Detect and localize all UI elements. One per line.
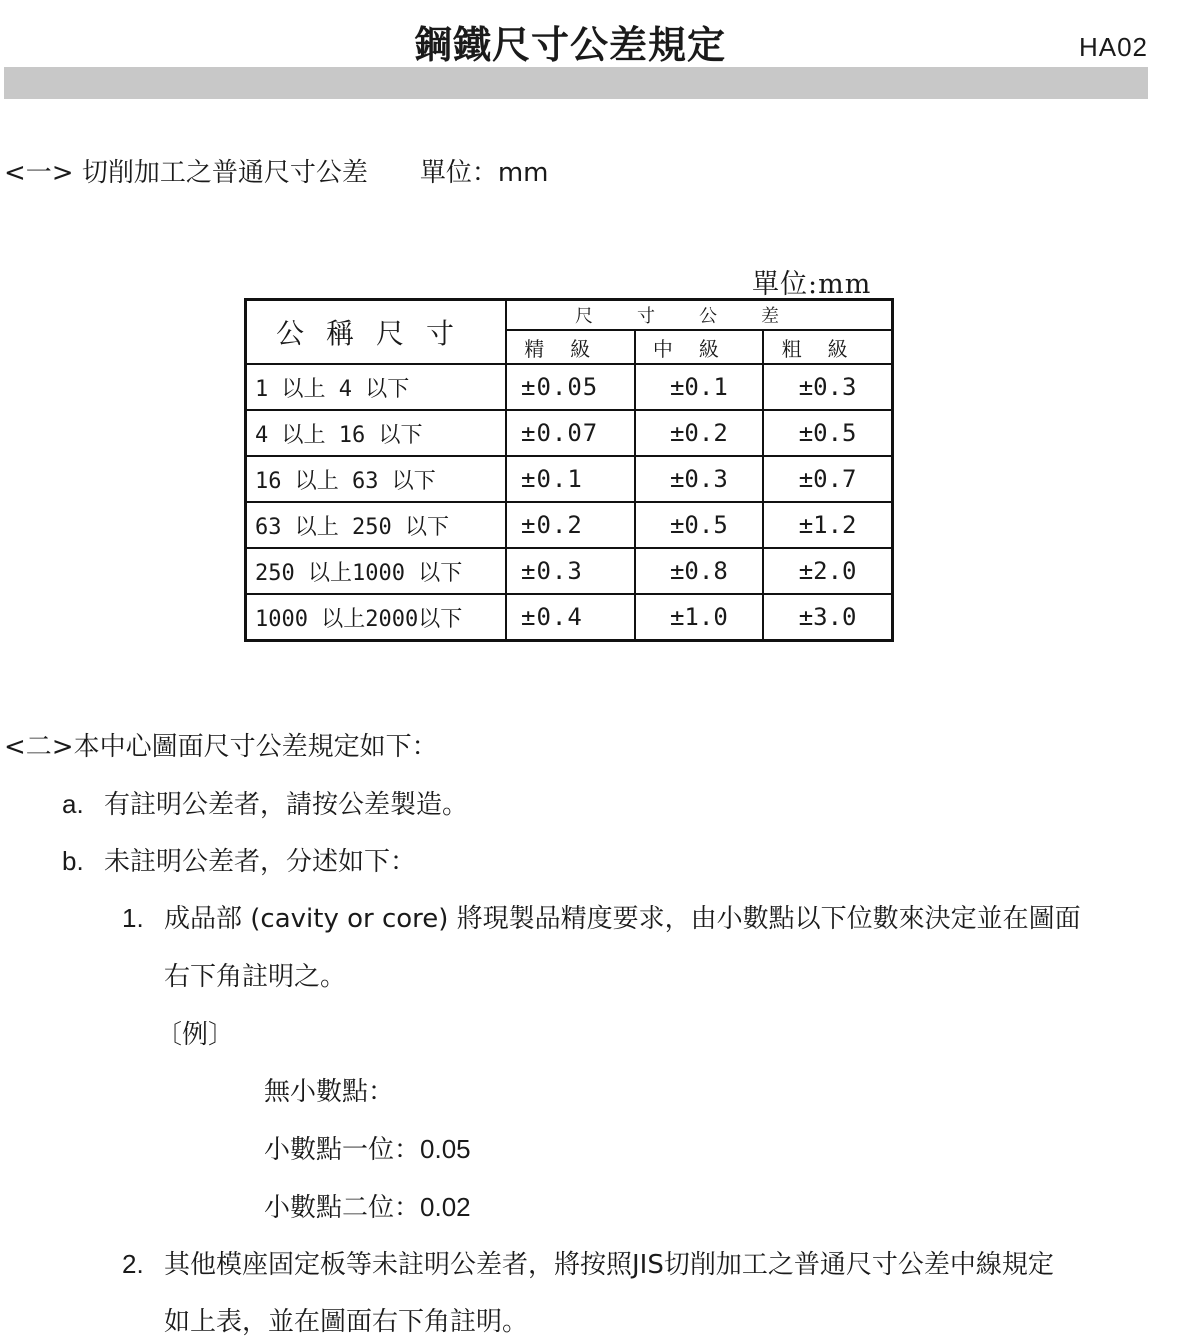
range-cell: 1000 以上2000以下 [246,594,507,641]
coarse-cell: ±3.0 [763,594,892,641]
item-a [62,784,468,821]
fine-cell: ±0.07 [506,410,635,456]
fine-cell: ±0.1 [506,456,635,502]
medium-cell: ±1.0 [635,594,764,641]
nominal-size-header: 公稱尺寸 [246,300,507,365]
range-cell: 1 以上 4 以下 [246,364,507,410]
example-label-one-decimal: 小數點一位： [264,1135,421,1165]
table-row [246,364,893,410]
table-row [246,548,893,594]
item-b-marker: b. [62,846,84,876]
item-a-marker: a. [62,789,84,819]
tolerance-table [244,298,894,642]
section1-heading [4,152,549,189]
coarse-cell: ±0.5 [763,410,892,456]
section1-unit: 單位：mm [419,158,549,188]
medium-cell: ±0.8 [635,548,764,594]
document-title: 鋼鐵尺寸公差規定 [413,23,726,67]
item-a-text: 有註明公差者，請按公差製造。 [104,790,469,820]
table-unit-label: 單位:mm [752,269,872,300]
table-row [246,594,893,641]
example-label-no-decimal: 無小數點： [264,1077,395,1107]
example-label: 〔例〕 [156,1020,235,1050]
item-1-continuation: 右下角註明之。 [164,962,347,992]
fine-cell: ±0.4 [506,594,635,641]
coarse-cell: ±2.0 [763,548,892,594]
grade-header-medium: 中級 [635,330,764,364]
coarse-cell: ±0.7 [763,456,892,502]
item-2-continuation: 如上表，並在圖面右下角註明。 [164,1307,529,1337]
range-cell: 4 以上 16 以下 [246,410,507,456]
item-1-text-line1: 成品部 (cavity or core) 將現製品精度要求，由小數點以下位數來決定並在圖面 [164,904,1081,934]
section1-title: <一> 切削加工之普通尺寸公差 [4,158,368,188]
item-b-text: 未註明公差者，分述如下： [104,847,417,877]
range-cell: 63 以上 250 以下 [246,502,507,548]
range-cell: 250 以上1000 以下 [246,548,507,594]
table-row [246,410,893,456]
example-row [264,1071,394,1108]
fine-cell: ±0.2 [506,502,635,548]
coarse-cell: ±1.2 [763,502,892,548]
section2-heading: <二>本中心圖面尺寸公差規定如下： [4,732,438,762]
coarse-cell: ±0.3 [763,364,892,410]
range-cell: 16 以上 63 以下 [246,456,507,502]
item-1 [122,898,1081,935]
document-code: HA02 [1078,32,1148,62]
medium-cell: ±0.2 [635,410,764,456]
item-1-marker: 1. [122,903,144,933]
item-2-marker: 2. [122,1249,144,1279]
grade-header-coarse: 粗級 [763,330,892,364]
item-2-text-line1: 其他模座固定板等未註明公差者，將按照JIS切削加工之普通尺寸公差中線規定 [164,1250,1054,1280]
example-value-two-decimal: 0.02 [420,1192,471,1222]
table-row [246,502,893,548]
medium-cell: ±0.1 [635,364,764,410]
fine-cell: ±0.3 [506,548,635,594]
item-b [62,841,416,878]
table-row [246,456,893,502]
medium-cell: ±0.3 [635,456,764,502]
title-divider-bar [4,67,1148,99]
example-label-two-decimal: 小數點二位： [264,1193,421,1223]
fine-cell: ±0.05 [506,364,635,410]
example-row [264,1129,471,1166]
example-value-one-decimal: 0.05 [420,1134,471,1164]
tolerance-header: 尺寸公差 [506,300,893,331]
item-2 [122,1244,1054,1281]
medium-cell: ±0.5 [635,502,764,548]
example-row [264,1187,471,1224]
grade-header-fine: 精級 [506,330,635,364]
